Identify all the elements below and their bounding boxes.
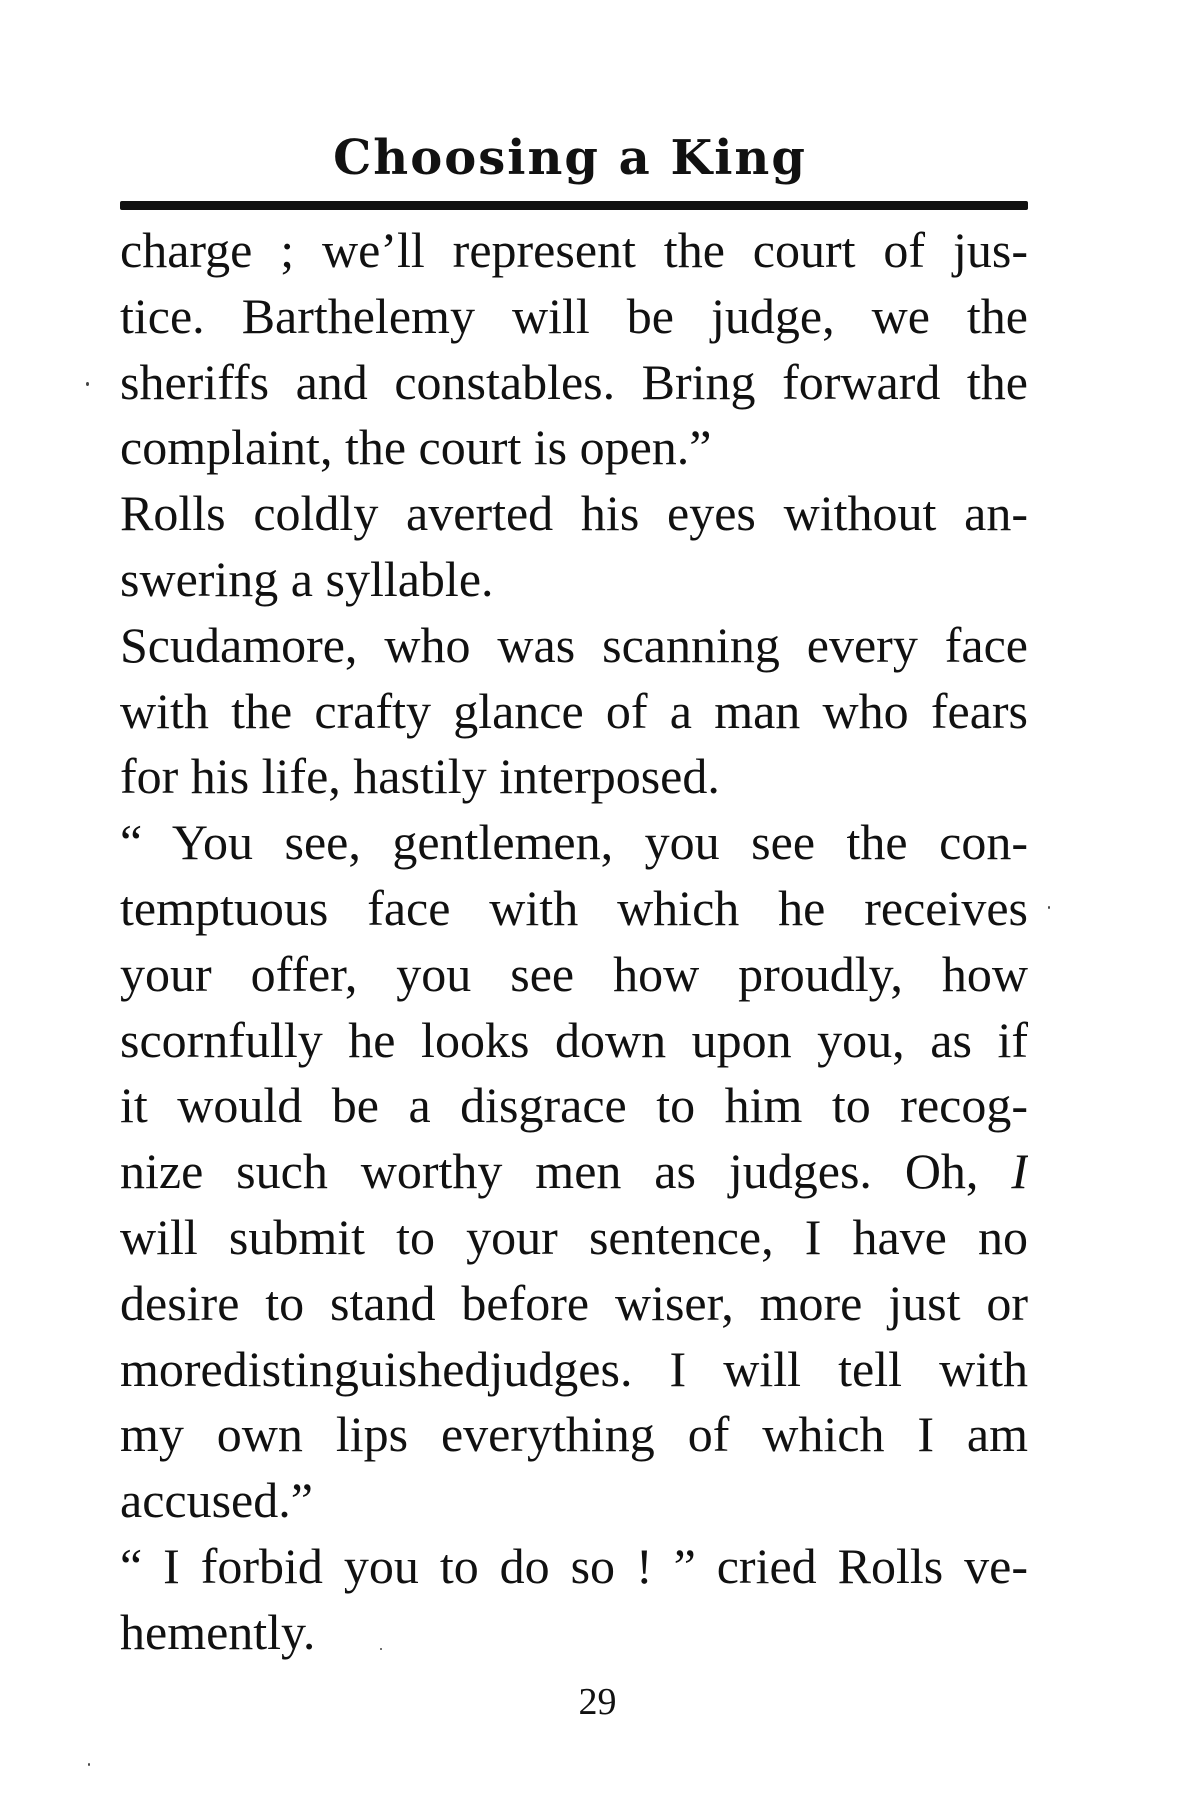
text-line-21: “ I forbid you to do so ! ” cried Rolls ve- <box>120 1537 1028 1594</box>
text-line-13: scornfully he looks down upon you, as if <box>120 1011 1028 1068</box>
text-line-8: with the crafty glance of a man who fears <box>120 682 1028 739</box>
text-line-20: accused.” <box>120 1472 313 1529</box>
print-speck <box>86 382 89 386</box>
text-line-22: hemently. <box>120 1603 316 1660</box>
print-speck <box>380 1648 382 1650</box>
text-line-12: your offer, you see how proudly, how <box>120 945 1028 1002</box>
text-line-10: “ You see, gentlemen, you see the con- <box>120 814 1028 871</box>
text-line-5: Rolls coldly averted his eyes without an- <box>120 485 1028 542</box>
text-line-17: desire to stand before wiser, more just or <box>120 1274 1028 1331</box>
text-line-11: temptuous face with which he receives <box>120 879 1028 936</box>
emphasized-pronoun: I <box>1011 1143 1028 1200</box>
text-line-4: complaint, the court is open.” <box>120 419 712 476</box>
header-rule <box>120 201 1028 210</box>
text-line-15-wrapper <box>120 1139 1028 1205</box>
text-line-6: swering a syllable. <box>120 550 494 607</box>
text-line-9: for his life, hastily interposed. <box>120 748 720 805</box>
text-line-15: nize such worthy men as judges. Oh, <box>120 1143 1012 1200</box>
text-line-19: my own lips everything of which I am <box>120 1406 1028 1463</box>
text-line-14: it would be a disgrace to him to recog- <box>120 1077 1028 1134</box>
text-line-2: tice. Barthelemy will be judge, we the <box>120 287 1028 344</box>
body-text <box>120 218 1028 1666</box>
running-title: Choosing a King <box>333 130 807 186</box>
text-line-1: charge ; we’ll represent the court of jus- <box>120 222 1028 278</box>
page-number: 29 <box>578 1681 617 1723</box>
text-line-16: will submit to your sentence, I have no <box>120 1208 1028 1265</box>
text-line-3: sheriffs and constables. Bring forward the <box>120 353 1028 410</box>
print-speck <box>1048 906 1050 909</box>
text-line-7: Scudamore, who was scanning every face <box>120 616 1028 673</box>
print-speck <box>88 1763 90 1766</box>
text-line-18: moredistinguishedjudges. I will tell with <box>120 1340 1028 1397</box>
